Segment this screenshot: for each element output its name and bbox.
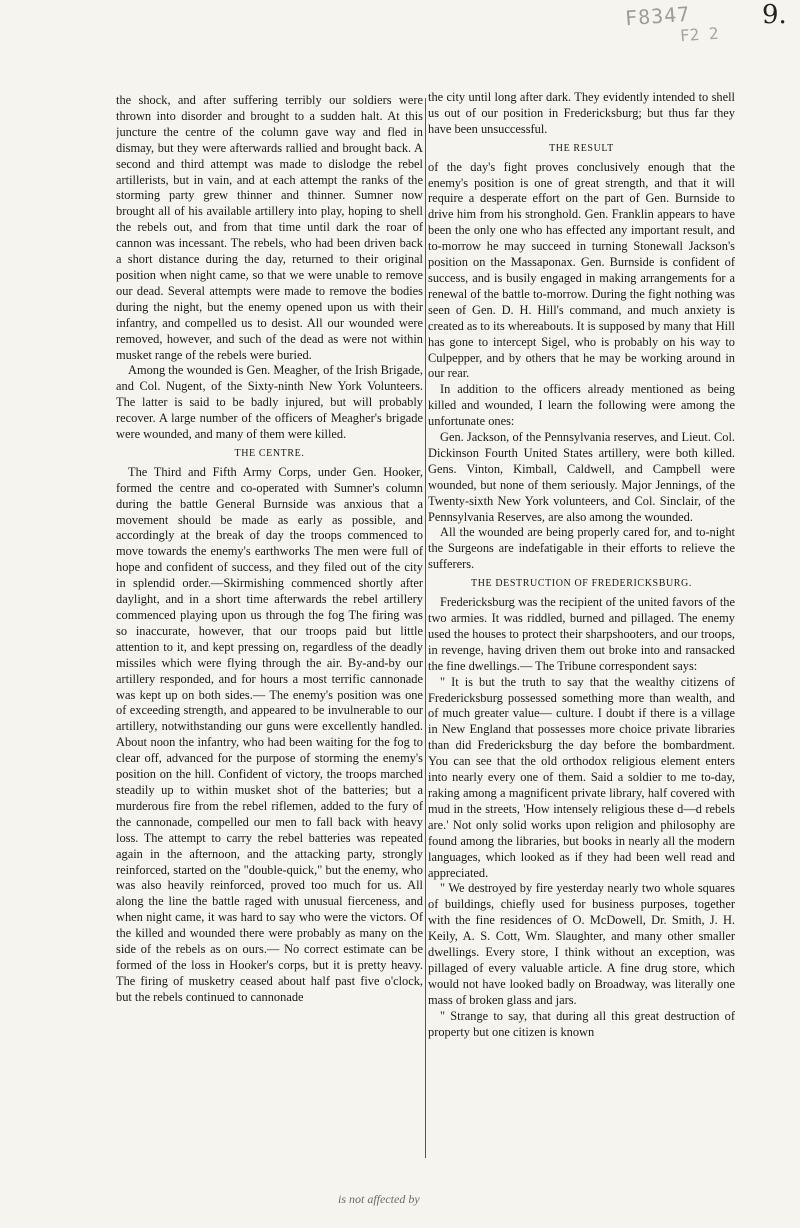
paragraph: All the wounded are being properly cared for, and to-night the Surgeons are indefatigable in their efforts to relieve the sufferers. [428, 525, 735, 572]
bleed-through-text: is not affected by [338, 1192, 420, 1206]
page-folio: 9. [762, 0, 787, 30]
archive-stamp: F8347 [624, 1, 691, 31]
left-column [116, 93, 423, 1155]
paragraph: The Third and Fifth Army Corps, under Gen. Hooker, formed the centre and co-operated with Sumner's column during the battle General Burnside was anxious that a movement should be made as early as possible, and accordingly at the break of day the troops commenced to move towards the enemy's earthworks The men were full of hope and confident of success, and they filed out of the city in splendid order.—Skirmishing commenced shortly after daylight, and in a short time afterwards the rebel artillery commenced playing upon us through the fog The firing was so inaccurate, however, that our troops paid but little attention to it, and kept pressing on, regardless of the deadly missiles which were flying through the air. By-and-by our artillery responded, and for hours a most terrific cannonade was kept up on both sides.— The enemy's position was one of exceeding strength, and appeared to be invulnerable to our artillery, notwithstanding our guns were excellently handled. About noon the infantry, who had been waiting for the fog to clear off, advanced for the purpose of storming the enemy's position on the hill. Confident of victory, the troops marched steadily up to within musket shot of the batteries; but a murderous fire from the rebel riflemen, added to the fury of the cannonade, compelled our men to fall back with heavy loss. The attempt to carry the rebel batteries was repeated again in the afternoon, and the attacking party, strongly reinforced, started on the "double-quick," but the enemy, who was also heavily reinforced, proved too much for us. All along the line the battle raged with unusual fierceness, and when night came, it was hard to say who were the victors. Of the killed and wounded there were probably as many on the side of the rebels as on ours.— No correct estimate can be formed of the loss in Hooker's corps, but it is pretty heavy. The firing of musketry ceased about half past five o'clock, but the rebels continued to cannonade [116, 464, 423, 1004]
paragraph: Among the wounded is Gen. Meagher, of the Irish Brigade, and Col. Nugent, of the Sixty-ninth New York Volunteers. The latter is said to be badly injured, but will probably recover. A large number of the officers of Meagher's brigade were wounded, and many of them were killed. [116, 363, 423, 442]
paragraph: " We destroyed by fire yesterday nearly two whole squares of buildings, chiefly used for business purposes, together with the fine residences of O. McDowell, Dr. Smith, J. H. Keily, A. S. Cott, Wm. Slaughter, and many other smaller dwellings. Every store, I think without an exception, was pillaged of every valuable article. A fine drug store, which would not have looked badly on Broadway, was literally one mass of broken glass and jars. [428, 881, 735, 1007]
paragraph: In addition to the officers already mentioned as being killed and wounded, I learn the following were among the unfortunate ones: [428, 382, 735, 429]
paragraph: " Strange to say, that during all this great destruction of property but one citizen is known [428, 1008, 735, 1039]
paragraph: the shock, and after suffering terribly our soldiers were thrown into disorder and brought to a sudden halt. At this juncture the centre of the column gave way and fled in dismay, but they were afterwards rallied and brought back. A second and third attempt was made to dislodge the rebel artillerists, but in vain, and at each attempt the ranks of the storming party grew thinner and thinner. Sumner now brought all of his available artillery into play, hoping to shell the rebels out, and from that time until dark the roar of cannon was incessant. The rebels, who had been driven back a short distance during the day, returned to their original position when night came, so that we were unable to remove our dead. Several attempts were made to remove the bodies during the night, but the enemy opened upon us with their infantry, and compelled us to desist. All our wounded were removed, however, and such of the dead as were not within musket range of the rebels were buried. [116, 93, 423, 362]
section-heading: THE DESTRUCTION OF FREDERICKSBURG. [471, 578, 692, 590]
archive-stamp-sub: F2 2 [679, 23, 720, 46]
paragraph: " It is but the truth to say that the wealthy citizens of Fredericksburg possessed something more than wealth, and of much greater value— culture. I doubt if there is a village in New England that possesses more choice private libraries than did Fredericksburg the day before the bombardment. You can see that the old orthodox religious element enters into nearly every one of them. Said a soldier to me to-day, raking among a magnificent private library, half covered with mud in the streets, 'How intensely religious these d—d rebels are.' Not only solid works upon religion and philosophy are found among the libraries, but books in nearly all the modern languages, which looked as if they had been well read and appreciated. [428, 674, 735, 880]
paragraph: Fredericksburg was the recipient of the united favors of the two armies. It was riddled, burned and pillaged. The enemy used the houses to protect their sharpshooters, and our troops, in revenge, having driven them out broke into and ransacked the fine dwellings.— The Tribune correspondent says: [428, 595, 735, 673]
paragraph: the city until long after dark. They evidently intended to shell us out of our position in Fredericksburg; but thus far they have been unsuccessful. [428, 90, 735, 136]
right-column [428, 90, 735, 1125]
section-heading: THE CENTRE. [234, 447, 305, 459]
paragraph: Gen. Jackson, of the Pennsylvania reserves, and Lieut. Col. Dickinson Fourth United States artillery, were both killed. Gens. Vinton, Kimball, Caldwell, and Campbell were wounded, but none of them seriously. Major Jennings, of the Twenty-sixth New York volunteers, and Col. Sinclair, of the Pennsylvania Reserves, are also among the wounded. [428, 430, 735, 524]
column-rule [425, 98, 426, 1158]
paragraph: of the day's fight proves conclusively enough that the enemy's position is one of great strength, and that it will require a desperate effort on the part of Gen. Burnside to drive him from his stronghold. Gen. Franklin appears to have been the only one who has effected any important result, and to-morrow he may succeed in turning Stonewall Jackson's position on the Massaponax. Gen. Burnside is confident of success, and is busily engaged in making arrangements for a renewal of the battle to-morrow. During the fight nothing was seen of Gen. D. H. Hill's command, and much anxiety is created as to its whereabouts. It is supposed by many that Hill has gone to intercept Sigel, who is probably on his way to Culpepper, and by others that he may be working around in our rear. [428, 159, 735, 381]
section-heading: THE RESULT [549, 142, 614, 154]
